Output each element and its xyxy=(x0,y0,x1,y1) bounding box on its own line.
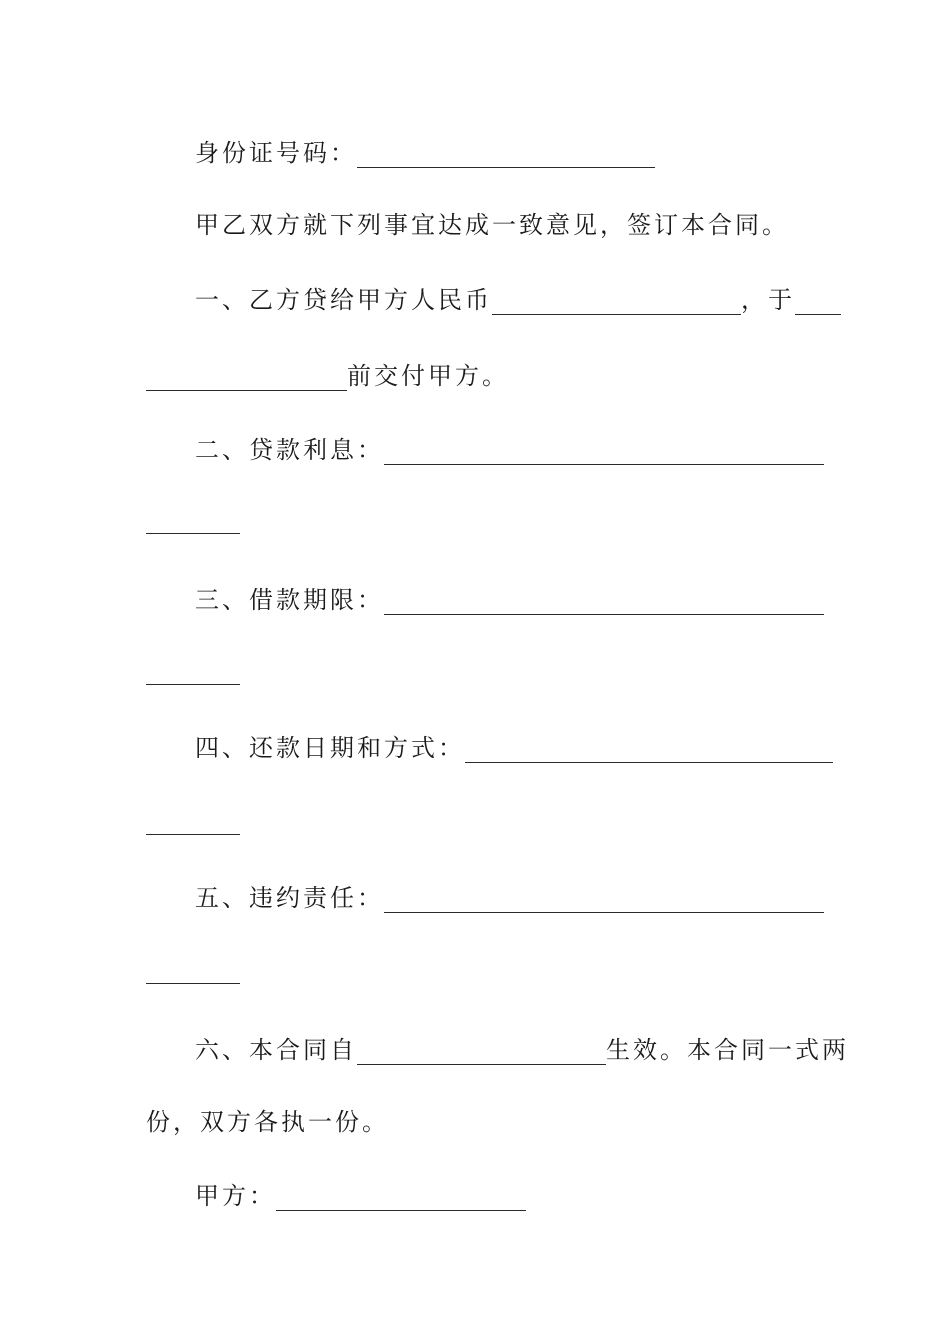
delivery-date-blank-start[interactable] xyxy=(795,280,841,315)
clause-2-label: 二、贷款利息： xyxy=(195,436,384,464)
clause-6-continuation-text: 份，双方各执一份。 xyxy=(146,1108,389,1136)
interest-blank[interactable] xyxy=(384,430,824,465)
effective-date-blank[interactable] xyxy=(357,1030,606,1065)
clause-5-line xyxy=(0,878,950,918)
clause-2-line xyxy=(0,430,950,470)
clause-1-prefix: 一、乙方贷给甲方人民币 xyxy=(195,286,492,314)
clause-4-label: 四、还款日期和方式： xyxy=(195,734,465,762)
clause-1-middle: ，于 xyxy=(741,286,795,314)
id-number-label: 身份证号码： xyxy=(195,139,357,167)
agreement-intro-text: 甲乙双方就下列事宜达成一致意见，签订本合同。 xyxy=(195,211,789,239)
clause-6-suffix: 生效。本合同一式两 xyxy=(606,1036,849,1064)
loan-amount-blank[interactable] xyxy=(492,280,741,315)
clause-4-continuation xyxy=(0,798,950,838)
breach-blank[interactable] xyxy=(384,878,824,913)
party-a-label: 甲方： xyxy=(195,1182,276,1210)
clause-6-line xyxy=(0,1030,950,1070)
clause-2-continuation xyxy=(0,497,950,537)
party-a-blank[interactable] xyxy=(276,1176,526,1211)
clause-4-line xyxy=(0,728,950,768)
delivery-date-blank-end[interactable] xyxy=(146,356,347,391)
clause-3-continuation xyxy=(0,648,950,688)
clause-3-line xyxy=(0,580,950,620)
repayment-blank[interactable] xyxy=(465,728,833,763)
id-number-blank[interactable] xyxy=(357,133,655,168)
clause-6-prefix: 六、本合同自 xyxy=(195,1036,357,1064)
loan-term-blank-end[interactable] xyxy=(146,648,240,685)
interest-blank-end[interactable] xyxy=(146,497,240,534)
id-number-line xyxy=(0,133,950,173)
clause-1-suffix: 前交付甲方。 xyxy=(347,362,509,390)
party-a-line xyxy=(0,1176,950,1216)
clause-5-label: 五、违约责任： xyxy=(195,884,384,912)
clause-1-line xyxy=(0,280,950,320)
repayment-blank-end[interactable] xyxy=(146,798,240,835)
clause-1-continuation xyxy=(0,356,950,396)
clause-6-continuation xyxy=(0,1102,950,1142)
clause-5-continuation xyxy=(0,947,950,987)
clause-3-label: 三、借款期限： xyxy=(195,586,384,614)
breach-blank-end[interactable] xyxy=(146,947,240,984)
loan-term-blank[interactable] xyxy=(384,580,824,615)
agreement-intro xyxy=(0,205,950,245)
